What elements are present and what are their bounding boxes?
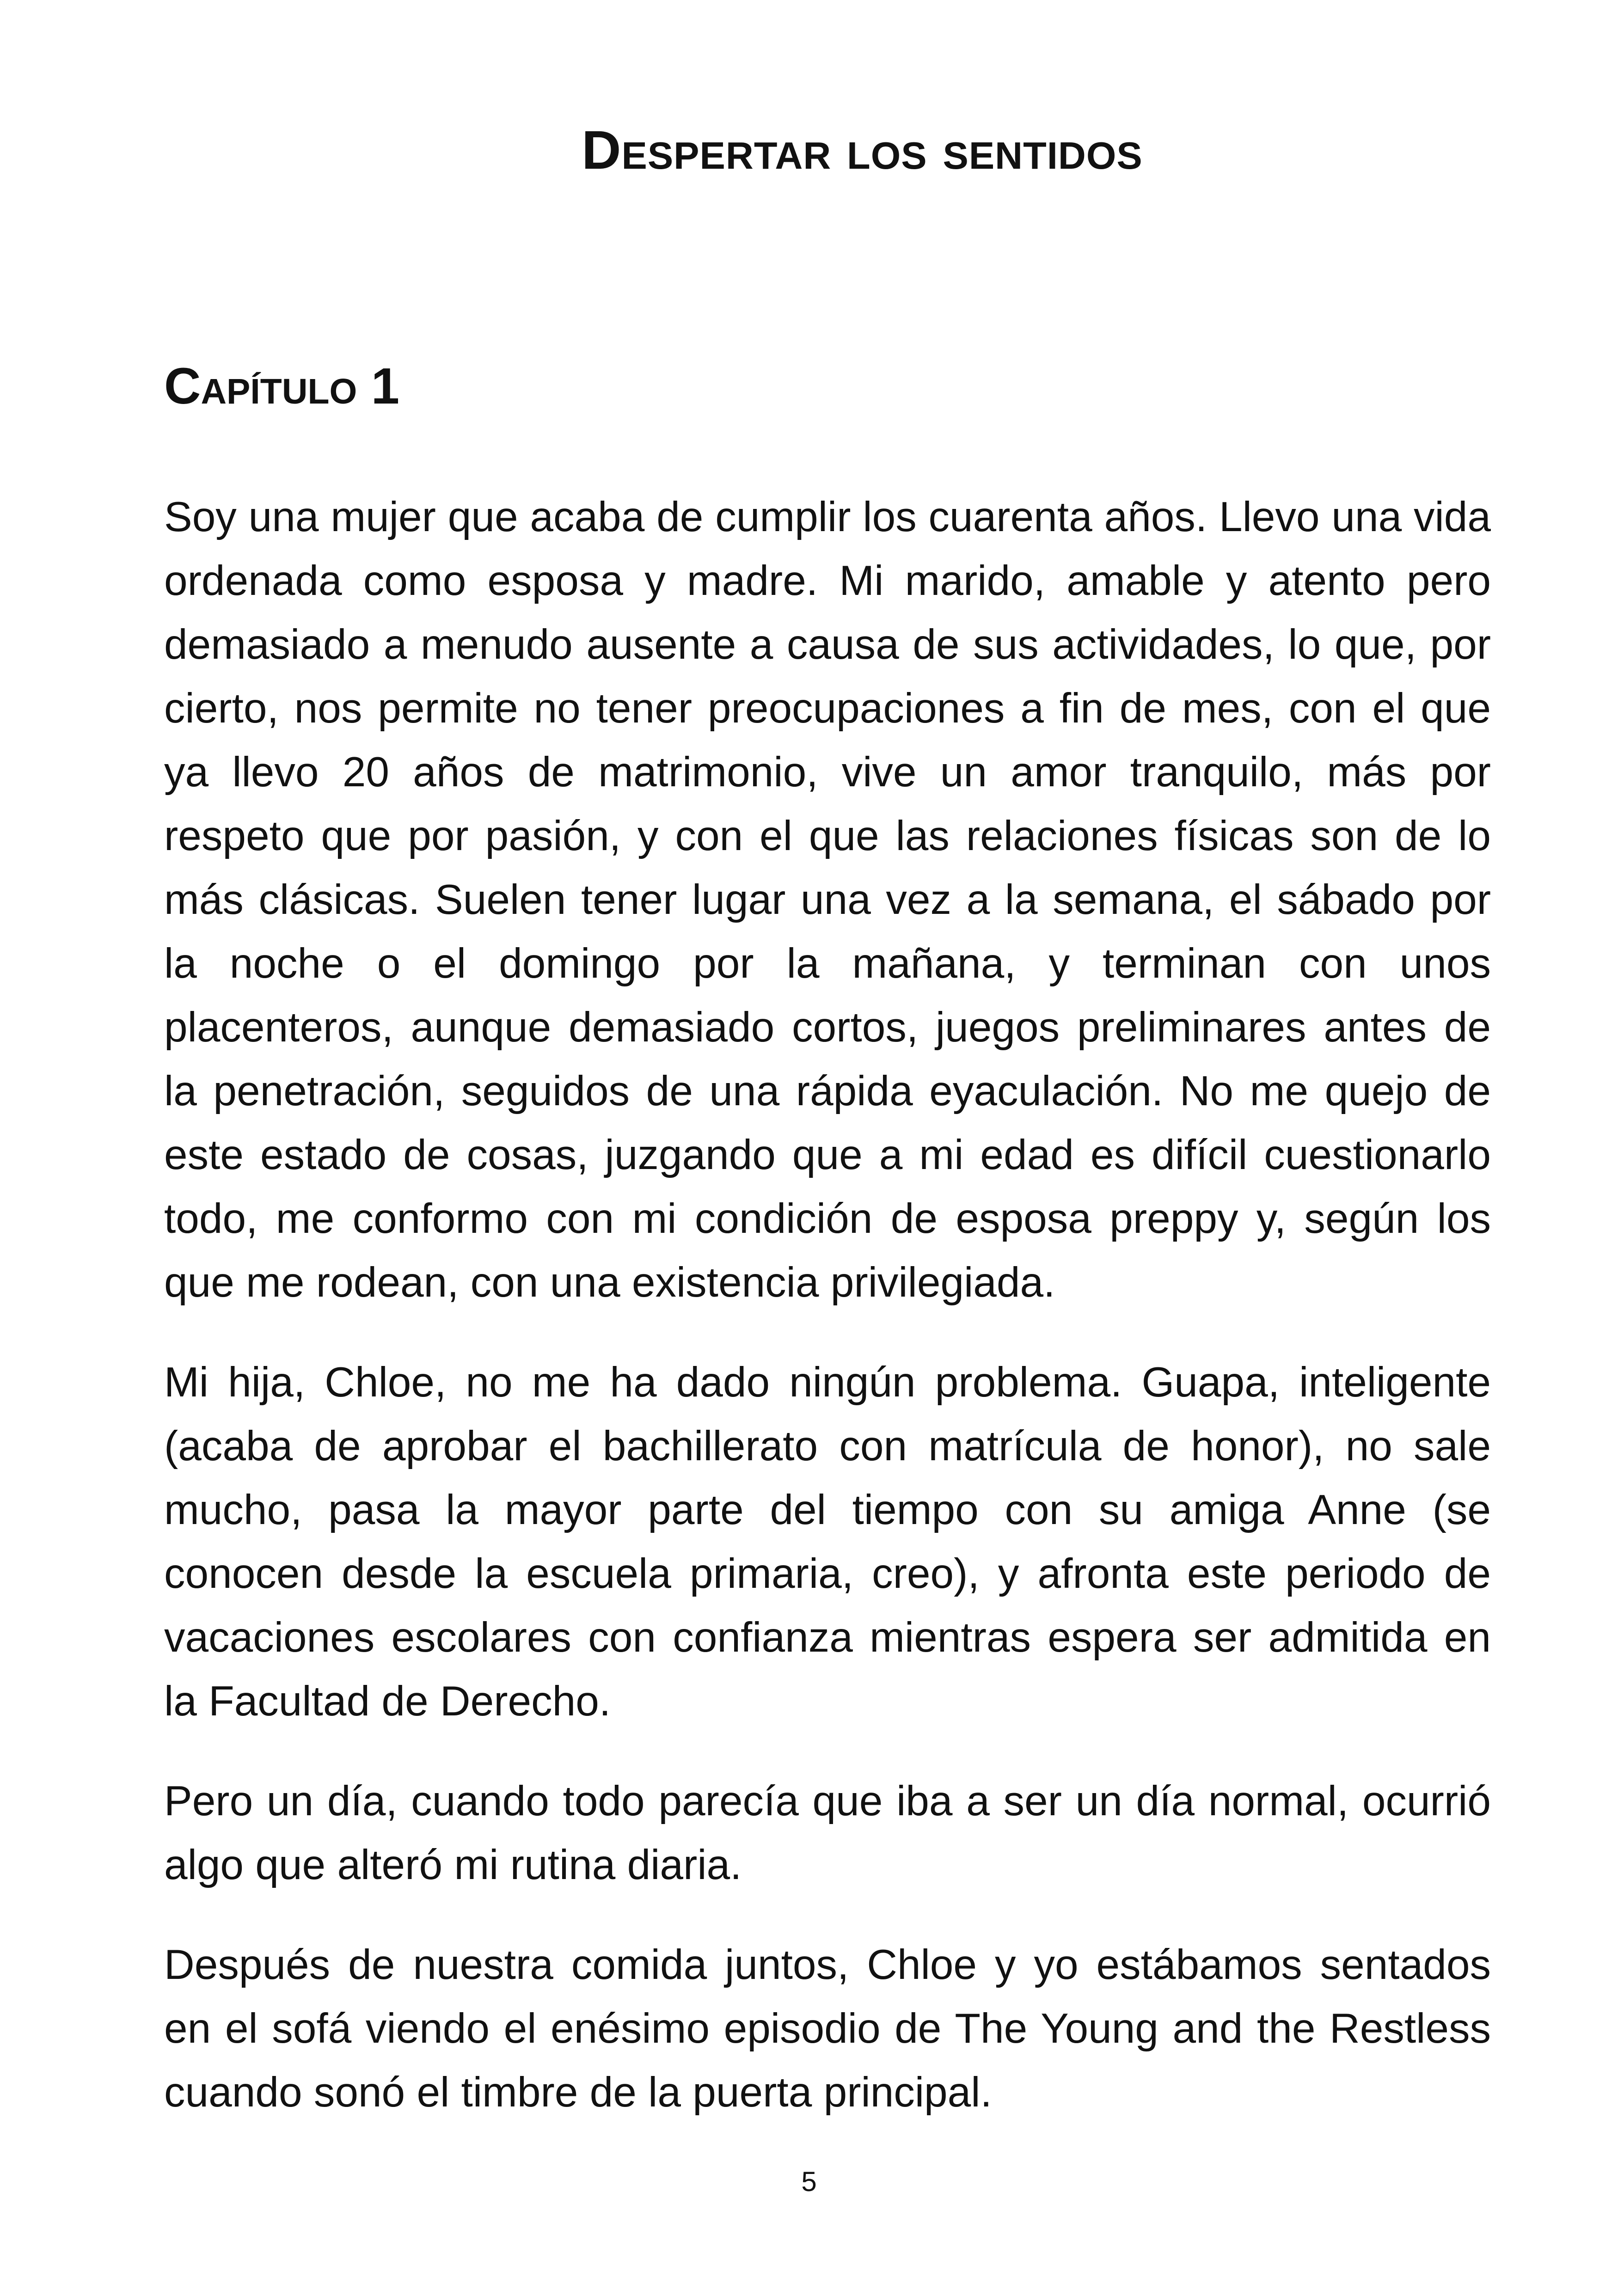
paragraph: Después de nuestra comida juntos, Chloe y yo estábamos sentados en el sofá viendo el enésimo episodio de The Young and the Restless cuando sonó el timbre de la puerta principal. bbox=[164, 1941, 1491, 2116]
chapter-body bbox=[164, 485, 1491, 2161]
paragraph: Pero un día, cuando todo parecía que iba a ser un día normal, ocurrió algo que alteró mi rutina diaria. bbox=[164, 1778, 1491, 1888]
book-title: Despertar los sentidos bbox=[582, 120, 1143, 181]
paragraph: Soy una mujer que acaba de cumplir los cuarenta años. Llevo una vida ordenada como esposa y madre. Mi marido, amable y atento pero demasiado a menudo ausente a causa de sus actividades, lo que, por cierto, nos permite no tener preocupaciones a fin de mes, con el que ya llevo 20 años de matrimonio, vive un amor tranquilo, más por respeto que por pasión, y con el que las relaciones físicas son de lo más clásicas. Suelen tener lugar una vez a la semana, el sábado por la noche o el domingo por la mañana, y terminan con unos placenteros, aunque demasiado cortos, juegos preliminares antes de la penetración, seguidos de una rápida eyaculación. No me quejo de este estado de cosas, juzgando que a mi edad es difícil cuestionarlo todo, me conformo con mi condición de esposa preppy y, según los que me rodean, con una existencia privilegiada. bbox=[164, 494, 1491, 1306]
page-number: 5 bbox=[801, 2166, 817, 2197]
paragraph: Mi hija, Chloe, no me ha dado ningún problema. Guapa, inteligente (acaba de aprobar el bachillerato con matrícula de honor), no sale mucho, pasa la mayor parte del tiempo con su amiga Anne (se conocen desde la escuela primaria, creo), y afronta este periodo de vacaciones escolares con confianza mientras espera ser admitida en la Facultad de Derecho. bbox=[164, 1359, 1491, 1725]
chapter-title: Capítulo 1 bbox=[164, 358, 400, 415]
